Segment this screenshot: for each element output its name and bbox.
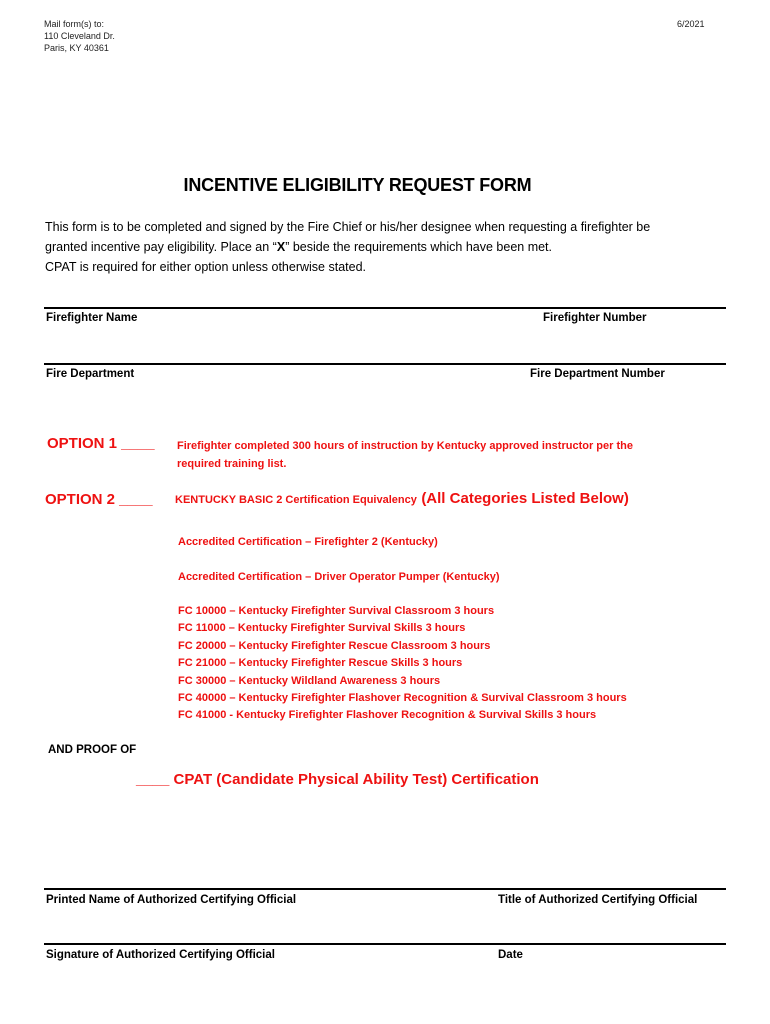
fire-department-number-label: Fire Department Number	[530, 368, 665, 380]
intro-line-2: granted incentive pay eligibility. Place an “X” beside the requirements which have been met.	[45, 240, 553, 254]
cert-driver-operator: Accredited Certification – Driver Operator Pumper (Kentucky)	[178, 571, 500, 583]
proof-label: AND PROOF OF	[48, 744, 137, 756]
intro-text	[45, 217, 745, 277]
list-item: FC 20000 – Kentucky Firefighter Rescue Classroom 3 hours	[178, 639, 491, 652]
cert-firefighter-2: Accredited Certification – Firefighter 2 (Kentucky)	[178, 536, 438, 548]
option-2-small-text: KENTUCKY BASIC 2 Certification Equivalency	[175, 494, 417, 506]
official-title-label: Title of Authorized Certifying Official	[498, 894, 698, 906]
option-2-description	[175, 490, 629, 509]
mail-label: Mail form(s) to:	[44, 19, 105, 29]
list-item: FC 10000 – Kentucky Firefighter Survival Classroom 3 hours	[178, 605, 495, 617]
intro-x-mark: X	[276, 240, 286, 254]
option-2-checkbox[interactable]: OPTION 2 ____	[45, 491, 153, 508]
cpat-checkbox[interactable]: ____ CPAT (Candidate Physical Ability Test) Certification	[136, 771, 539, 788]
mailing-address	[44, 18, 115, 54]
option-1-checkbox[interactable]: OPTION 1 ____	[47, 435, 155, 452]
intro-line-1: This form is to be completed and signed by the Fire Chief or his/her designee when requesting a firefighter be	[45, 220, 651, 234]
date-label: Date	[498, 949, 523, 961]
list-item: FC 21000 – Kentucky Firefighter Rescue Skills 3 hours	[178, 657, 463, 670]
printed-name-line[interactable]	[44, 888, 726, 890]
option-1-description: Firefighter completed 300 hours of instruction by Kentucky approved instructor per the required training list.	[177, 440, 633, 470]
firefighter-name-label: Firefighter Name	[46, 312, 138, 324]
mail-street: 110 Cleveland Dr.	[44, 31, 115, 41]
firefighter-number-label: Firefighter Number	[543, 312, 647, 324]
list-item: FC 41000 - Kentucky Firefighter Flashover Recognition & Survival Skills 3 hours	[178, 709, 597, 722]
list-item: FC 11000 – Kentucky Firefighter Survival Skills 3 hours	[178, 622, 466, 635]
page-title: INCENTIVE ELIGIBILITY REQUEST FORM	[183, 175, 532, 195]
list-item: FC 40000 – Kentucky Firefighter Flashover Recognition & Survival Classroom 3 hours	[178, 692, 627, 705]
signature-line[interactable]	[44, 943, 726, 945]
mail-city: Paris, KY 40361	[44, 43, 109, 53]
list-item: FC 30000 – Kentucky Wildland Awareness 3 hours	[178, 674, 441, 687]
signature-label: Signature of Authorized Certifying Official	[46, 949, 275, 961]
firefighter-name-line[interactable]	[44, 307, 726, 309]
fire-department-line[interactable]	[44, 363, 726, 365]
option-2-big-text: (All Categories Listed Below)	[421, 490, 629, 507]
intro-line-3: CPAT is required for either option unless otherwise stated.	[45, 260, 366, 274]
printed-name-label: Printed Name of Authorized Certifying Official	[46, 894, 297, 906]
form-date: 6/2021	[677, 19, 705, 29]
course-list	[178, 603, 627, 725]
fire-department-label: Fire Department	[46, 368, 135, 380]
